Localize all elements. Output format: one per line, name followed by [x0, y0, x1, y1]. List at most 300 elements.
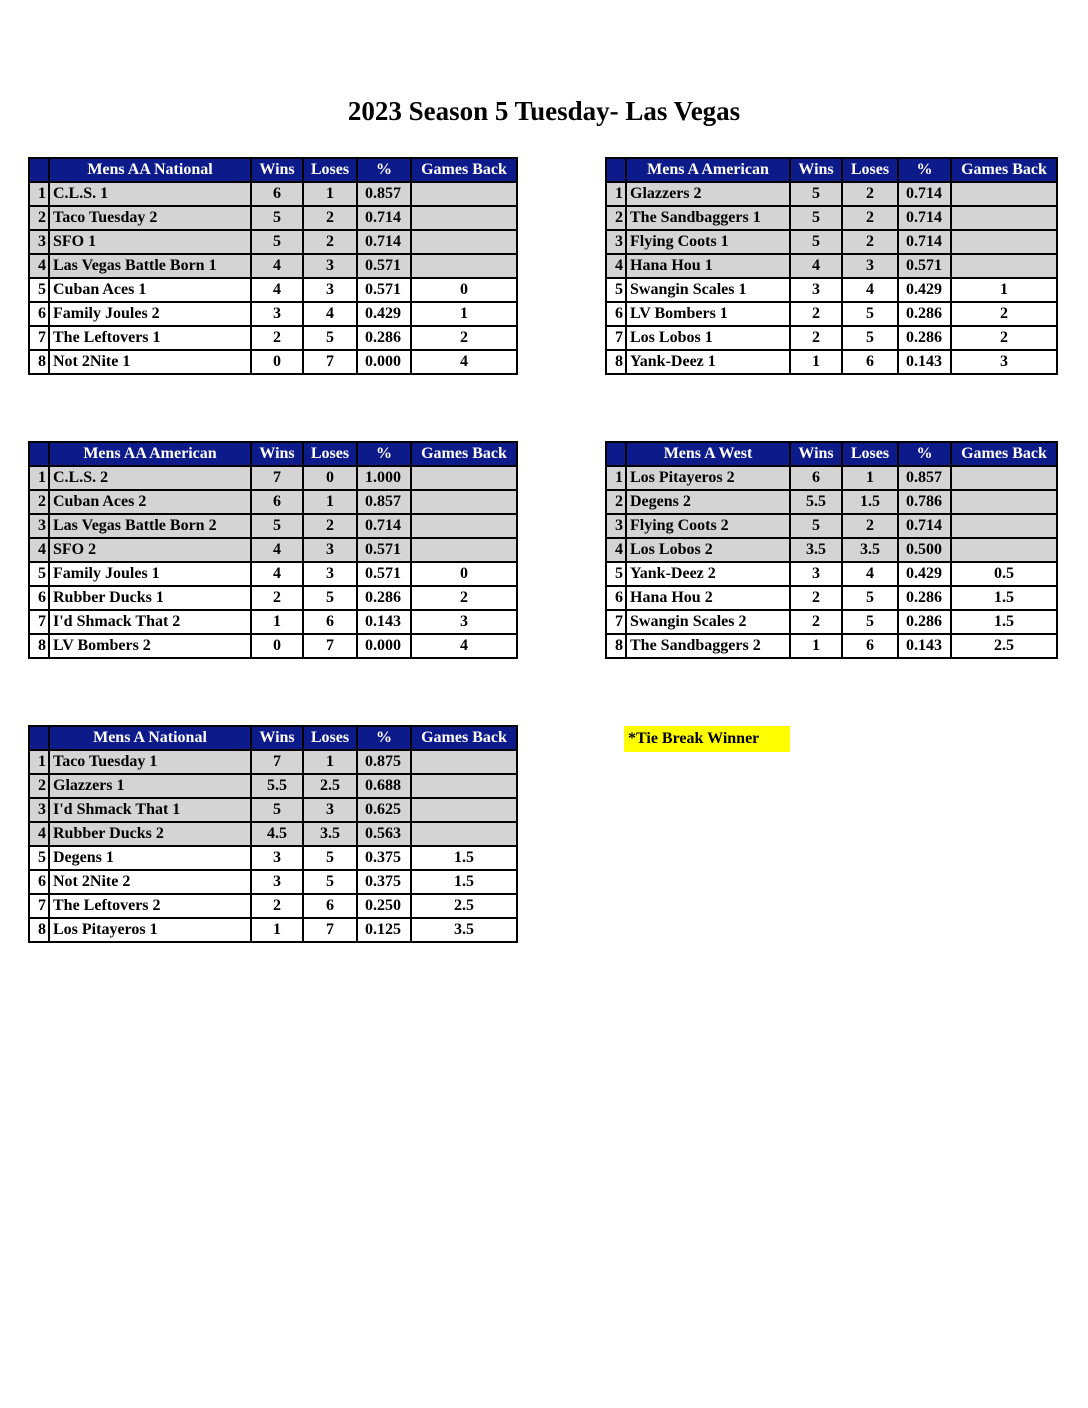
loses-cell: 5	[842, 586, 898, 610]
team-name: Las Vegas Battle Born 1	[49, 254, 251, 278]
pct-cell: 0.500	[898, 538, 951, 562]
team-name: SFO 2	[49, 538, 251, 562]
games-back-cell: 2	[411, 586, 517, 610]
team-name: The Leftovers 1	[49, 326, 251, 350]
standings-table-mens-a-american	[605, 157, 1058, 375]
team-name: Los Pitayeros 1	[49, 918, 251, 942]
table-row	[606, 562, 1057, 586]
rank-cell: 7	[606, 326, 626, 350]
team-name: Not 2Nite 2	[49, 870, 251, 894]
wins-cell: 4	[251, 254, 303, 278]
rank-cell: 6	[29, 302, 49, 326]
team-name: Yank-Deez 2	[626, 562, 790, 586]
table-row	[29, 278, 517, 302]
games-back-cell: 0	[411, 278, 517, 302]
games-back-cell	[411, 254, 517, 278]
table-row	[29, 182, 517, 206]
team-name: I'd Shmack That 2	[49, 610, 251, 634]
table-row	[606, 586, 1057, 610]
header-pct: %	[357, 726, 411, 750]
table-row	[29, 846, 517, 870]
rank-cell: 1	[29, 182, 49, 206]
games-back-cell: 3	[411, 610, 517, 634]
table-row	[606, 610, 1057, 634]
table-row	[29, 822, 517, 846]
loses-cell: 5	[842, 326, 898, 350]
table-row	[29, 538, 517, 562]
loses-cell: 4	[842, 562, 898, 586]
header-wins: Wins	[790, 158, 842, 182]
wins-cell: 5	[251, 206, 303, 230]
rank-cell: 3	[606, 230, 626, 254]
loses-cell: 3	[303, 278, 357, 302]
wins-cell: 0	[251, 350, 303, 374]
pct-cell: 0.429	[898, 278, 951, 302]
games-back-cell	[411, 774, 517, 798]
rank-cell: 5	[606, 562, 626, 586]
table-row	[606, 350, 1057, 374]
rank-cell: 4	[606, 538, 626, 562]
games-back-cell	[411, 490, 517, 514]
loses-cell: 5	[303, 846, 357, 870]
games-back-cell: 2.5	[411, 894, 517, 918]
header-games-back: Games Back	[411, 158, 517, 182]
wins-cell: 5	[251, 798, 303, 822]
header-wins: Wins	[251, 158, 303, 182]
team-name: Los Pitayeros 2	[626, 466, 790, 490]
games-back-cell	[411, 466, 517, 490]
rank-cell: 8	[606, 350, 626, 374]
pct-cell: 0.857	[357, 490, 411, 514]
table-row	[606, 634, 1057, 658]
table-row	[606, 230, 1057, 254]
rank-cell: 7	[29, 326, 49, 350]
team-name: Glazzers 2	[626, 182, 790, 206]
rank-cell: 4	[29, 822, 49, 846]
wins-cell: 1	[251, 918, 303, 942]
games-back-cell	[411, 798, 517, 822]
table-row	[29, 610, 517, 634]
header-division: Mens A West	[626, 442, 790, 466]
wins-cell: 7	[251, 466, 303, 490]
games-back-cell: 1.5	[951, 610, 1057, 634]
pct-cell: 0.429	[357, 302, 411, 326]
games-back-cell	[951, 254, 1057, 278]
header-division: Mens AA American	[49, 442, 251, 466]
header-row	[29, 158, 517, 182]
games-back-cell	[411, 182, 517, 206]
loses-cell: 3	[303, 798, 357, 822]
team-name: Flying Coots 1	[626, 230, 790, 254]
wins-cell: 3	[790, 278, 842, 302]
pct-cell: 0.857	[357, 182, 411, 206]
pct-cell: 0.563	[357, 822, 411, 846]
wins-cell: 5.5	[251, 774, 303, 798]
team-name: Los Lobos 1	[626, 326, 790, 350]
pct-cell: 0.286	[898, 302, 951, 326]
pct-cell: 0.143	[898, 634, 951, 658]
header-pct: %	[898, 442, 951, 466]
team-name: Los Lobos 2	[626, 538, 790, 562]
wins-cell: 4	[251, 538, 303, 562]
header-wins: Wins	[790, 442, 842, 466]
rank-cell: 2	[29, 774, 49, 798]
pct-cell: 0.571	[898, 254, 951, 278]
team-name: Degens 2	[626, 490, 790, 514]
games-back-cell	[951, 182, 1057, 206]
pct-cell: 0.143	[898, 350, 951, 374]
team-name: Taco Tuesday 2	[49, 206, 251, 230]
rank-cell: 2	[29, 206, 49, 230]
loses-cell: 2.5	[303, 774, 357, 798]
wins-cell: 2	[790, 302, 842, 326]
table-row	[29, 774, 517, 798]
pct-cell: 0.714	[898, 230, 951, 254]
wins-cell: 2	[790, 610, 842, 634]
loses-cell: 2	[303, 206, 357, 230]
wins-cell: 2	[251, 586, 303, 610]
games-back-cell: 2	[951, 302, 1057, 326]
wins-cell: 0	[251, 634, 303, 658]
header-pct: %	[357, 442, 411, 466]
loses-cell: 1	[842, 466, 898, 490]
table-row	[606, 206, 1057, 230]
wins-cell: 2	[251, 326, 303, 350]
wins-cell: 1	[790, 350, 842, 374]
games-back-cell: 1	[951, 278, 1057, 302]
table-row	[606, 466, 1057, 490]
rank-cell: 5	[29, 846, 49, 870]
loses-cell: 2	[303, 514, 357, 538]
games-back-cell	[411, 538, 517, 562]
loses-cell: 6	[842, 634, 898, 658]
games-back-cell	[411, 206, 517, 230]
pct-cell: 0.786	[898, 490, 951, 514]
wins-cell: 3	[251, 846, 303, 870]
table-row	[29, 326, 517, 350]
team-name: Rubber Ducks 2	[49, 822, 251, 846]
wins-cell: 4	[251, 562, 303, 586]
wins-cell: 1	[251, 610, 303, 634]
wins-cell: 3	[251, 302, 303, 326]
games-back-cell: 3.5	[411, 918, 517, 942]
team-name: Family Joules 2	[49, 302, 251, 326]
team-name: Yank-Deez 1	[626, 350, 790, 374]
games-back-cell	[411, 750, 517, 774]
team-name: Rubber Ducks 1	[49, 586, 251, 610]
team-name: LV Bombers 1	[626, 302, 790, 326]
wins-cell: 5	[251, 230, 303, 254]
pct-cell: 0.571	[357, 278, 411, 302]
loses-cell: 3	[303, 538, 357, 562]
team-name: The Sandbaggers 2	[626, 634, 790, 658]
pct-cell: 0.571	[357, 538, 411, 562]
rank-cell: 4	[606, 254, 626, 278]
team-name: Swangin Scales 1	[626, 278, 790, 302]
team-name: The Sandbaggers 1	[626, 206, 790, 230]
header-division: Mens AA National	[49, 158, 251, 182]
rank-cell: 4	[29, 254, 49, 278]
pct-cell: 0.000	[357, 350, 411, 374]
rank-cell: 6	[606, 302, 626, 326]
table-row	[29, 918, 517, 942]
standings-table-mens-a-west	[605, 441, 1058, 659]
table-row	[606, 302, 1057, 326]
table-row	[29, 798, 517, 822]
pct-cell: 0.571	[357, 254, 411, 278]
table-row	[29, 562, 517, 586]
team-name: Not 2Nite 1	[49, 350, 251, 374]
rank-cell: 7	[29, 610, 49, 634]
loses-cell: 3	[303, 254, 357, 278]
pct-cell: 0.714	[898, 182, 951, 206]
wins-cell: 5	[790, 206, 842, 230]
table-row	[29, 302, 517, 326]
table-row	[606, 538, 1057, 562]
rank-cell: 1	[29, 466, 49, 490]
loses-cell: 2	[842, 230, 898, 254]
team-name: Cuban Aces 2	[49, 490, 251, 514]
table-row	[29, 634, 517, 658]
header-row	[606, 442, 1057, 466]
team-name: C.L.S. 1	[49, 182, 251, 206]
loses-cell: 3.5	[842, 538, 898, 562]
loses-cell: 1	[303, 750, 357, 774]
wins-cell: 3	[251, 870, 303, 894]
header-division: Mens A American	[626, 158, 790, 182]
team-name: Taco Tuesday 1	[49, 750, 251, 774]
header-pct: %	[357, 158, 411, 182]
header-games-back: Games Back	[951, 158, 1057, 182]
loses-cell: 6	[303, 610, 357, 634]
wins-cell: 5	[251, 514, 303, 538]
games-back-cell: 4	[411, 634, 517, 658]
loses-cell: 3	[303, 562, 357, 586]
pct-cell: 0.714	[898, 206, 951, 230]
table-row	[29, 750, 517, 774]
loses-cell: 2	[842, 182, 898, 206]
wins-cell: 3.5	[790, 538, 842, 562]
team-name: Flying Coots 2	[626, 514, 790, 538]
pct-cell: 0.714	[898, 514, 951, 538]
games-back-cell: 3	[951, 350, 1057, 374]
header-row	[29, 442, 517, 466]
rank-cell: 2	[29, 490, 49, 514]
pct-cell: 0.286	[898, 610, 951, 634]
pct-cell: 0.375	[357, 846, 411, 870]
games-back-cell	[951, 466, 1057, 490]
team-name: The Leftovers 2	[49, 894, 251, 918]
games-back-cell	[951, 206, 1057, 230]
wins-cell: 4.5	[251, 822, 303, 846]
wins-cell: 2	[251, 894, 303, 918]
header-rank	[606, 442, 626, 466]
table-row	[606, 182, 1057, 206]
pct-cell: 0.714	[357, 206, 411, 230]
table-row	[29, 230, 517, 254]
rank-cell: 6	[29, 586, 49, 610]
wins-cell: 2	[790, 326, 842, 350]
wins-cell: 5	[790, 514, 842, 538]
team-name: SFO 1	[49, 230, 251, 254]
rank-cell: 6	[29, 870, 49, 894]
loses-cell: 5	[303, 586, 357, 610]
loses-cell: 5	[842, 610, 898, 634]
games-back-cell: 4	[411, 350, 517, 374]
pct-cell: 0.250	[357, 894, 411, 918]
loses-cell: 3	[842, 254, 898, 278]
table-row	[606, 514, 1057, 538]
pct-cell: 0.286	[357, 586, 411, 610]
loses-cell: 2	[303, 230, 357, 254]
loses-cell: 5	[303, 326, 357, 350]
team-name: Family Joules 1	[49, 562, 251, 586]
team-name: C.L.S. 2	[49, 466, 251, 490]
loses-cell: 4	[303, 302, 357, 326]
pct-cell: 0.286	[357, 326, 411, 350]
pct-cell: 0.286	[898, 586, 951, 610]
team-name: Hana Hou 2	[626, 586, 790, 610]
header-loses: Loses	[303, 158, 357, 182]
team-name: Cuban Aces 1	[49, 278, 251, 302]
rank-cell: 5	[606, 278, 626, 302]
pct-cell: 0.688	[357, 774, 411, 798]
header-rank	[29, 442, 49, 466]
header-loses: Loses	[303, 442, 357, 466]
wins-cell: 2	[790, 586, 842, 610]
header-loses: Loses	[842, 158, 898, 182]
loses-cell: 6	[303, 894, 357, 918]
table-row	[606, 254, 1057, 278]
loses-cell: 1.5	[842, 490, 898, 514]
pct-cell: 0.571	[357, 562, 411, 586]
loses-cell: 7	[303, 634, 357, 658]
team-name: Swangin Scales 2	[626, 610, 790, 634]
rank-cell: 6	[606, 586, 626, 610]
rank-cell: 1	[606, 182, 626, 206]
wins-cell: 5	[790, 230, 842, 254]
wins-cell: 3	[790, 562, 842, 586]
header-pct: %	[898, 158, 951, 182]
header-loses: Loses	[303, 726, 357, 750]
header-rank	[606, 158, 626, 182]
pct-cell: 0.286	[898, 326, 951, 350]
rank-cell: 7	[29, 894, 49, 918]
loses-cell: 3.5	[303, 822, 357, 846]
pct-cell: 0.143	[357, 610, 411, 634]
table-row	[29, 586, 517, 610]
header-loses: Loses	[842, 442, 898, 466]
team-name: LV Bombers 2	[49, 634, 251, 658]
table-row	[29, 206, 517, 230]
pct-cell: 0.625	[357, 798, 411, 822]
pct-cell: 0.375	[357, 870, 411, 894]
standings-table-mens-a-national	[28, 725, 518, 943]
wins-cell: 4	[251, 278, 303, 302]
games-back-cell: 1.5	[411, 846, 517, 870]
games-back-cell	[951, 514, 1057, 538]
wins-cell: 5	[790, 182, 842, 206]
pct-cell: 0.857	[898, 466, 951, 490]
table-row	[29, 466, 517, 490]
wins-cell: 6	[251, 182, 303, 206]
games-back-cell: 0.5	[951, 562, 1057, 586]
loses-cell: 7	[303, 918, 357, 942]
pct-cell: 0.429	[898, 562, 951, 586]
pct-cell: 0.714	[357, 230, 411, 254]
loses-cell: 5	[842, 302, 898, 326]
games-back-cell: 2.5	[951, 634, 1057, 658]
table-row	[29, 490, 517, 514]
wins-cell: 4	[790, 254, 842, 278]
games-back-cell	[951, 490, 1057, 514]
games-back-cell: 1.5	[951, 586, 1057, 610]
pct-cell: 0.714	[357, 514, 411, 538]
pct-cell: 0.000	[357, 634, 411, 658]
loses-cell: 1	[303, 490, 357, 514]
pct-cell: 0.875	[357, 750, 411, 774]
games-back-cell	[951, 230, 1057, 254]
team-name: Las Vegas Battle Born 2	[49, 514, 251, 538]
header-wins: Wins	[251, 726, 303, 750]
table-row	[29, 254, 517, 278]
games-back-cell	[411, 230, 517, 254]
loses-cell: 2	[842, 514, 898, 538]
header-rank	[29, 726, 49, 750]
header-row	[606, 158, 1057, 182]
games-back-cell: 2	[951, 326, 1057, 350]
header-wins: Wins	[251, 442, 303, 466]
team-name: Degens 1	[49, 846, 251, 870]
rank-cell: 1	[606, 466, 626, 490]
wins-cell: 6	[251, 490, 303, 514]
rank-cell: 8	[29, 634, 49, 658]
loses-cell: 6	[842, 350, 898, 374]
loses-cell: 7	[303, 350, 357, 374]
table-row	[29, 870, 517, 894]
pct-cell: 0.125	[357, 918, 411, 942]
games-back-cell: 0	[411, 562, 517, 586]
rank-cell: 3	[606, 514, 626, 538]
header-division: Mens A National	[49, 726, 251, 750]
table-row	[29, 350, 517, 374]
page-title: 2023 Season 5 Tuesday- Las Vegas	[347, 96, 741, 126]
team-name: Hana Hou 1	[626, 254, 790, 278]
loses-cell: 1	[303, 182, 357, 206]
team-name: Glazzers 1	[49, 774, 251, 798]
games-back-cell	[411, 514, 517, 538]
rank-cell: 3	[29, 514, 49, 538]
team-name: I'd Shmack That 1	[49, 798, 251, 822]
games-back-cell: 2	[411, 326, 517, 350]
table-row	[29, 514, 517, 538]
loses-cell: 5	[303, 870, 357, 894]
tie-break-note: *Tie Break Winner	[624, 726, 790, 752]
wins-cell: 7	[251, 750, 303, 774]
header-games-back: Games Back	[411, 442, 517, 466]
rank-cell: 4	[29, 538, 49, 562]
rank-cell: 2	[606, 490, 626, 514]
table-row	[606, 490, 1057, 514]
standings-table-mens-aa-american	[28, 441, 518, 659]
rank-cell: 3	[29, 230, 49, 254]
wins-cell: 5.5	[790, 490, 842, 514]
header-games-back: Games Back	[411, 726, 517, 750]
table-row	[606, 278, 1057, 302]
games-back-cell	[951, 538, 1057, 562]
loses-cell: 4	[842, 278, 898, 302]
table-row	[29, 894, 517, 918]
